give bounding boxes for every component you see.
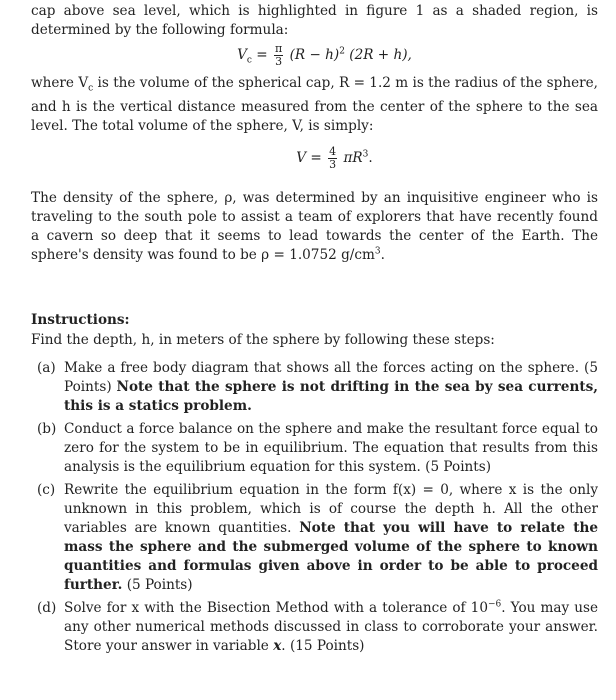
cap-volume-formula: $V_c$ = $\frac{\pi}{3}$ $(R - h)^2$ (2R + h),	[237, 42, 412, 68]
pi-over-3-fraction: $\frac{\pi}{3}$	[275, 42, 283, 68]
document-page	[31, 0, 598, 656]
instructions-heading: Instructions:	[31, 312, 130, 329]
list-item-d: (d) Solve for x with the Bisection Method with a tolerance of $10^{-6}$. You may use any other numerical methods discussed in class to corroborate your answer. Store your answer in variable x. (15 Points)	[37, 599, 598, 655]
list-item-a: (a) Make a free body diagram that shows all the forces acting on the sphere. (5 Points) Note that the sphere is not drifting in the sea by sea currents, this is a statics problem.	[37, 360, 598, 415]
where-paragraph: where $V_c$ is the volume of the spherical cap, R = 1.2 m is the radius of the sphere, and h is the vertical distance measured from the center of the sphere to the sea level. The total volume of the sphere, V, is simply:	[31, 74, 598, 135]
instructions-list	[31, 359, 598, 656]
sphere-volume-formula: V = $\frac{4}{3}$ $\pi R^3$.	[296, 145, 373, 172]
density-paragraph: The density of the sphere, ρ, was determined by an inquisitive engineer who is traveling to the south pole to assist a team of explorers that have recently found a cavern so deep that it seems to lead towards the center of the Earth. The sphere's density was found to be ρ = 1.0752 $g/cm^3$.	[31, 190, 598, 264]
intro-paragraph: cap above sea level, which is highlighted in figure 1 as a shaded region, is determined by the following formula:	[31, 3, 598, 38]
instructions-lead: Find the depth, h, in meters of the sphere by following these steps:	[31, 332, 495, 349]
list-item-b: (b) Conduct a force balance on the sphere and make the resultant force equal to zero for the system to be in equilibrium. The equation that results from this analysis is the equilibrium equation for this system. (5 Points)	[37, 421, 598, 476]
four-over-3-fraction: $\frac{4}{3}$	[329, 145, 337, 172]
list-item-c: (c) Rewrite the equilibrium equation in the form f(x) = 0, where x is the only unknown in this problem, which is of course the depth h. All the other variables are known quantities. Note that you will have to relate the mass the sphere and the submerged volume of the sphere to known quantities and formulas given above in order to be able to proceed further. (5 Points)	[37, 482, 599, 594]
